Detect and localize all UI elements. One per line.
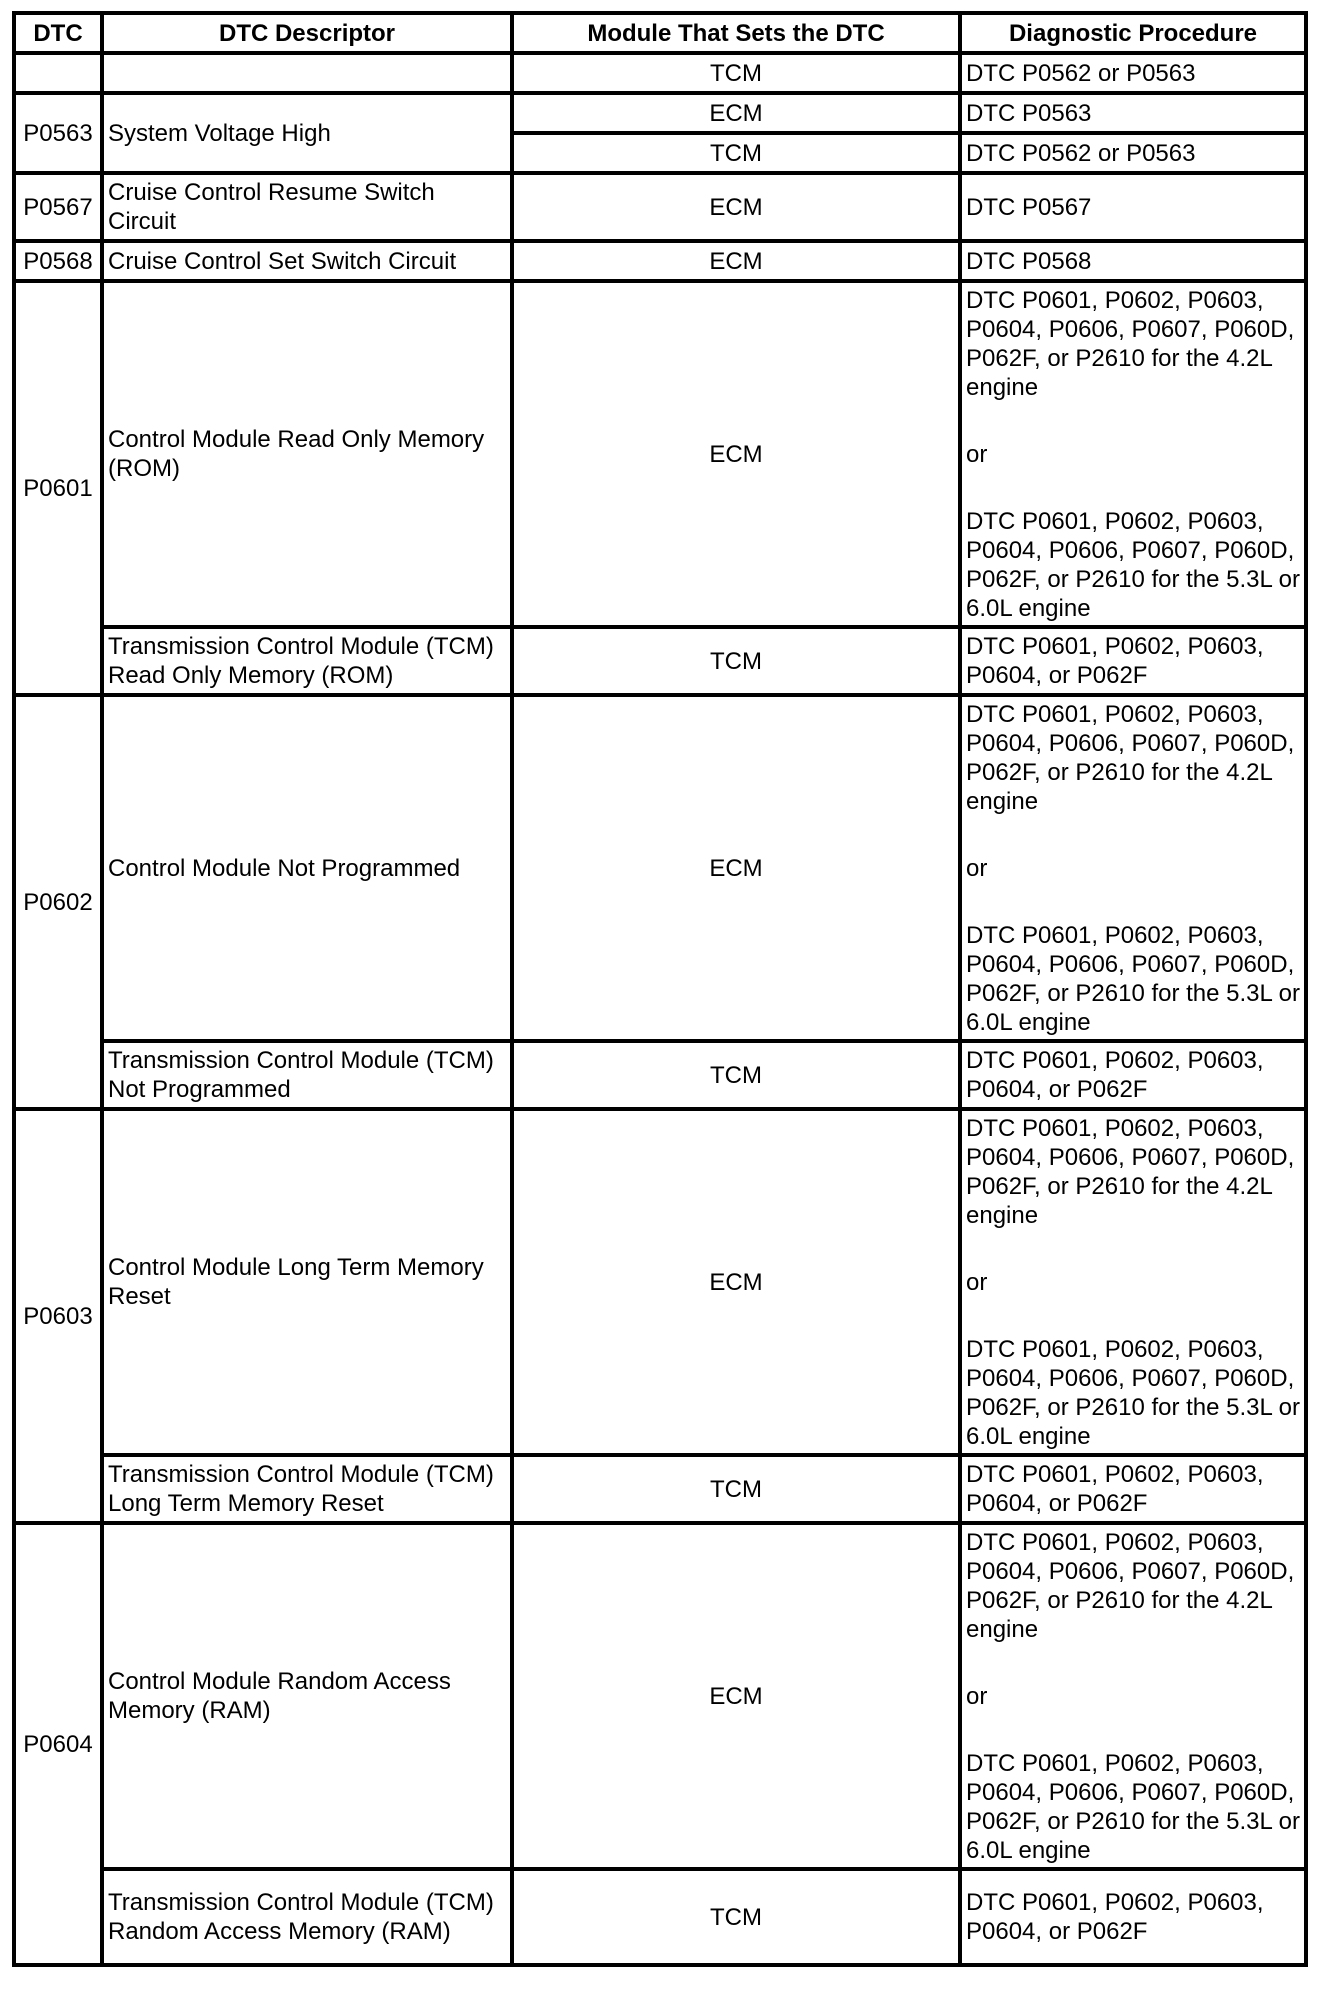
module-cell: TCM bbox=[512, 53, 960, 93]
descriptor-cell: Control Module Read Only Memory (ROM) bbox=[102, 281, 512, 627]
header-module: Module That Sets the DTC bbox=[512, 13, 960, 53]
descriptor-cell: Control Module Random Access Memory (RAM) bbox=[102, 1523, 512, 1869]
procedure-option-5-3l-6-0l: DTC P0601, P0602, P0603, P0604, P0606, P0607, P060D, P062F, or P2610 for the 5.3L or 6.0L engine bbox=[966, 1749, 1300, 1864]
dtc-cell: P0568 bbox=[14, 241, 102, 281]
descriptor-cell: Transmission Control Module (TCM) Random Access Memory (RAM) bbox=[102, 1869, 512, 1965]
module-cell: ECM bbox=[512, 93, 960, 133]
header-dtc-descriptor: DTC Descriptor bbox=[102, 13, 512, 53]
procedure-cell bbox=[960, 281, 1306, 627]
table-row bbox=[14, 93, 1306, 133]
table-row bbox=[14, 1523, 1306, 1869]
procedure-option-4-2l: DTC P0601, P0602, P0603, P0604, P0606, P0607, P060D, P062F, or P2610 for the 4.2L engine bbox=[966, 286, 1295, 401]
procedure-or: or bbox=[966, 1268, 988, 1296]
dtc-cell: P0602 bbox=[14, 695, 102, 1109]
procedure-option-5-3l-6-0l: DTC P0601, P0602, P0603, P0604, P0606, P0607, P060D, P062F, or P2610 for the 5.3L or 6.0L engine bbox=[966, 1335, 1300, 1450]
procedure-or: or bbox=[966, 440, 988, 468]
table-row bbox=[14, 281, 1306, 627]
dtc-table bbox=[12, 11, 1308, 1967]
dtc-cell: P0563 bbox=[14, 93, 102, 173]
module-cell: ECM bbox=[512, 1523, 960, 1869]
procedure-option-4-2l: DTC P0601, P0602, P0603, P0604, P0606, P0607, P060D, P062F, or P2610 for the 4.2L engine bbox=[966, 1114, 1295, 1229]
procedure-cell: DTC P0563 bbox=[960, 93, 1306, 133]
table-row bbox=[14, 1869, 1306, 1965]
dtc-cell: P0603 bbox=[14, 1109, 102, 1523]
procedure-cell: DTC P0567 bbox=[960, 173, 1306, 241]
dtc-cell: P0604 bbox=[14, 1523, 102, 1965]
table-header-row bbox=[14, 13, 1306, 53]
procedure-option-5-3l-6-0l: DTC P0601, P0602, P0603, P0604, P0606, P0607, P060D, P062F, or P2610 for the 5.3L or 6.0L engine bbox=[966, 507, 1300, 622]
procedure-cell bbox=[960, 1523, 1306, 1869]
descriptor-cell: Transmission Control Module (TCM) Read Only Memory (ROM) bbox=[102, 627, 512, 695]
module-cell: ECM bbox=[512, 1109, 960, 1455]
module-cell: ECM bbox=[512, 241, 960, 281]
procedure-cell bbox=[960, 1109, 1306, 1455]
procedure-cell: DTC P0562 or P0563 bbox=[960, 53, 1306, 93]
module-cell: TCM bbox=[512, 1041, 960, 1109]
descriptor-cell: Transmission Control Module (TCM) Long Term Memory Reset bbox=[102, 1455, 512, 1523]
procedure-cell: DTC P0568 bbox=[960, 241, 1306, 281]
descriptor-cell: Control Module Long Term Memory Reset bbox=[102, 1109, 512, 1455]
table-row bbox=[14, 1455, 1306, 1523]
dtc-cell: P0567 bbox=[14, 173, 102, 241]
module-cell: TCM bbox=[512, 627, 960, 695]
descriptor-cell: Cruise Control Set Switch Circuit bbox=[102, 241, 512, 281]
procedure-or: or bbox=[966, 1682, 988, 1710]
procedure-cell: DTC P0601, P0602, P0603, P0604, or P062F bbox=[960, 627, 1306, 695]
module-cell: TCM bbox=[512, 1869, 960, 1965]
procedure-cell: DTC P0601, P0602, P0603, P0604, or P062F bbox=[960, 1869, 1306, 1965]
dtc-cell: P0601 bbox=[14, 281, 102, 695]
header-dtc: DTC bbox=[14, 13, 102, 53]
table-row bbox=[14, 695, 1306, 1041]
module-cell: ECM bbox=[512, 173, 960, 241]
module-cell: ECM bbox=[512, 695, 960, 1041]
table-row bbox=[14, 1109, 1306, 1455]
module-cell: ECM bbox=[512, 281, 960, 627]
procedure-cell bbox=[960, 695, 1306, 1041]
table-row bbox=[14, 53, 1306, 93]
descriptor-cell: System Voltage High bbox=[102, 93, 512, 173]
descriptor-cell bbox=[102, 53, 512, 93]
module-cell: TCM bbox=[512, 133, 960, 173]
descriptor-cell: Transmission Control Module (TCM) Not Programmed bbox=[102, 1041, 512, 1109]
header-diagnostic-procedure: Diagnostic Procedure bbox=[960, 13, 1306, 53]
descriptor-cell: Control Module Not Programmed bbox=[102, 695, 512, 1041]
procedure-cell: DTC P0601, P0602, P0603, P0604, or P062F bbox=[960, 1455, 1306, 1523]
procedure-option-4-2l: DTC P0601, P0602, P0603, P0604, P0606, P0607, P060D, P062F, or P2610 for the 4.2L engine bbox=[966, 1528, 1295, 1643]
procedure-or: or bbox=[966, 854, 988, 882]
table-row bbox=[14, 241, 1306, 281]
descriptor-cell: Cruise Control Resume Switch Circuit bbox=[102, 173, 512, 241]
dtc-cell bbox=[14, 53, 102, 93]
table-row bbox=[14, 627, 1306, 695]
table-row bbox=[14, 173, 1306, 241]
procedure-cell: DTC P0601, P0602, P0603, P0604, or P062F bbox=[960, 1041, 1306, 1109]
table-row bbox=[14, 1041, 1306, 1109]
module-cell: TCM bbox=[512, 1455, 960, 1523]
procedure-option-5-3l-6-0l: DTC P0601, P0602, P0603, P0604, P0606, P0607, P060D, P062F, or P2610 for the 5.3L or 6.0L engine bbox=[966, 921, 1300, 1036]
procedure-option-4-2l: DTC P0601, P0602, P0603, P0604, P0606, P0607, P060D, P062F, or P2610 for the 4.2L engine bbox=[966, 700, 1295, 815]
procedure-cell: DTC P0562 or P0563 bbox=[960, 133, 1306, 173]
